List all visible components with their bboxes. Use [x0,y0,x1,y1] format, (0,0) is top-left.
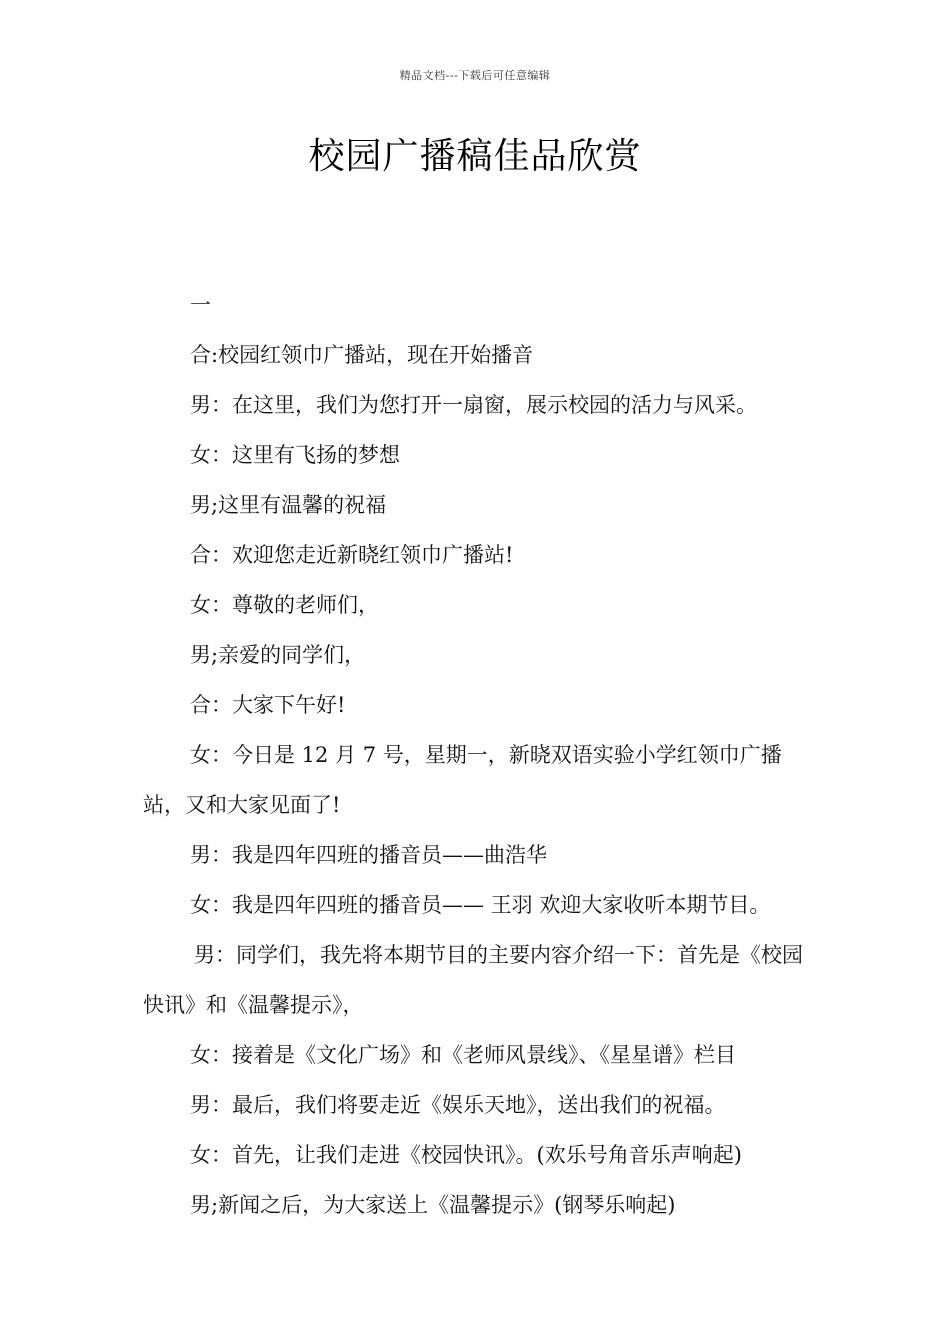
paragraph: 女：这里有飞扬的梦想 [190,443,400,467]
paragraph: 合：大家下午好! [190,693,346,717]
page-header-note: 精品文档---下载后可任意编辑 [399,69,551,82]
paragraph: 男;这里有温馨的祝福 [190,493,387,517]
document-title: 校园广播稿佳品欣赏 [308,136,642,177]
paragraph: 女：今日是 12 月 7 号，星期一，新晓双语实验小学红领巾广播站，又和大家见面了! [143,743,782,817]
paragraph: 男;亲爱的同学们， [190,643,366,667]
document-body [143,280,813,1230]
paragraph: 女：首先，让我们走进《校园快讯》。(欢乐号角音乐声响起) [190,1143,742,1167]
paragraph: 女：我是四年四班的播音员—— 王羽 欢迎大家收听本期节目。 [190,893,771,917]
paragraph: 合:校园红领巾广播站，现在开始播音 [190,343,534,367]
paragraph: 女：接着是《文化广场》和《老师风景线》、《星星谱》栏目 [190,1043,736,1067]
paragraph: 男;新闻之后，为大家送上《温馨提示》(钢琴乐响起) [190,1193,676,1217]
paragraph: 男：最后，我们将要走近《娱乐天地》，送出我们的祝福。 [190,1093,726,1117]
paragraph: 男：同学们，我先将本期节目的主要内容介绍一下：首先是《校园快讯》和《温馨提示》， [143,943,803,1017]
paragraph: 女：尊敬的老师们， [190,593,379,617]
paragraph: 男：在这里，我们为您打开一扇窗，展示校园的活力与风采。 [190,393,757,417]
paragraph: 男：我是四年四班的播音员——曲浩华 [190,843,547,867]
paragraph: 合：欢迎您走近新晓红领巾广播站! [190,543,514,567]
section-marker: 一 [190,293,211,317]
